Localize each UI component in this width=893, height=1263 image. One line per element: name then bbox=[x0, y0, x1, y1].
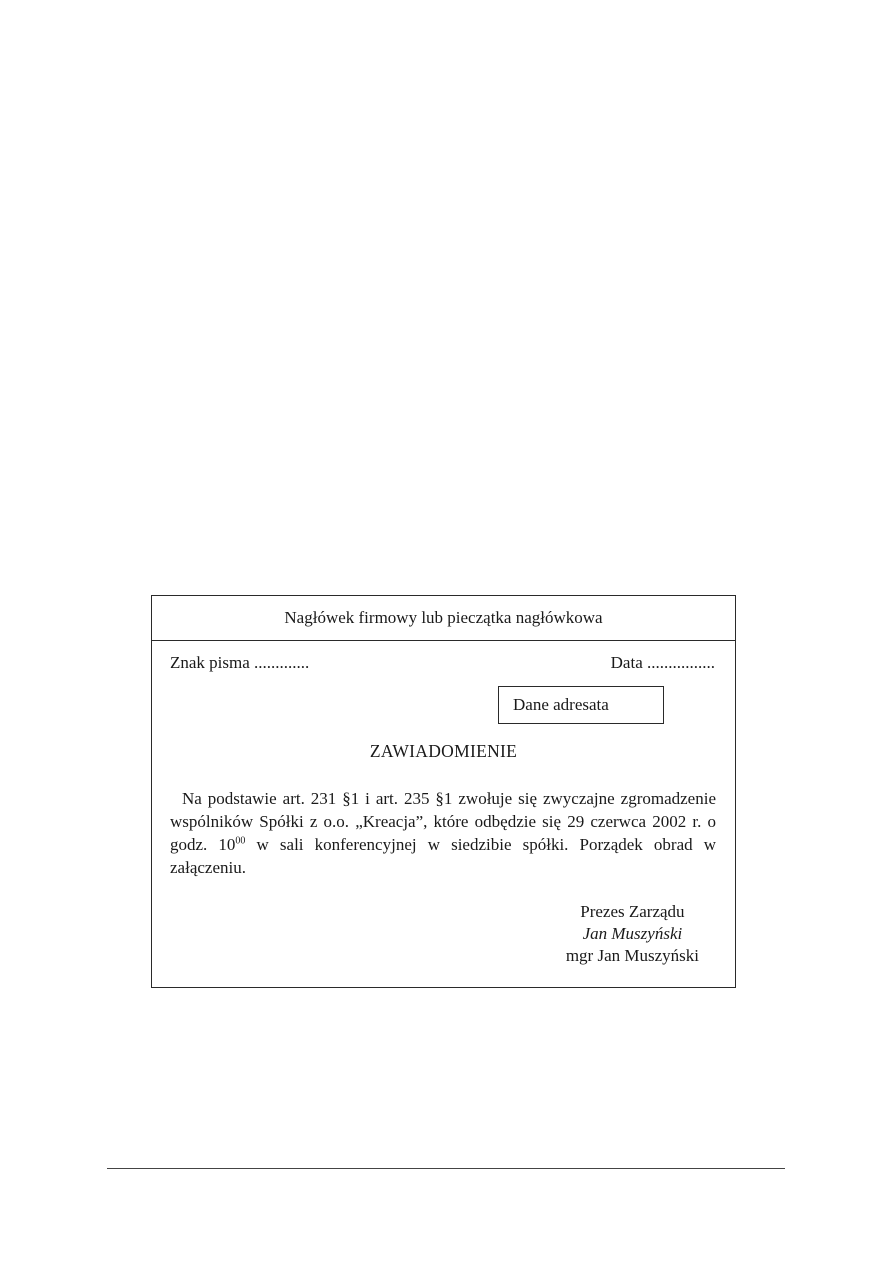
handwritten-signature: Jan Muszyński bbox=[582, 924, 683, 943]
signatory-name: mgr Jan Muszyński bbox=[565, 946, 699, 965]
body-paragraph bbox=[170, 787, 716, 879]
letter-body bbox=[170, 787, 716, 879]
letterhead: Nagłówek firmowy lub pieczątka nagłówkowa bbox=[152, 596, 735, 641]
body-text-part2: w sali konferencyjnej w siedzibie spółki. Porządek obrad w załączeniu. bbox=[170, 835, 717, 877]
signature-block bbox=[566, 901, 699, 967]
footer-divider bbox=[107, 1168, 785, 1169]
document-title: ZAWIADOMIENIE bbox=[369, 741, 518, 761]
letter-date: Data ................ bbox=[610, 653, 715, 672]
body-text-part1: Na podstawie art. 231 §1 i art. 235 §1 zwołuje się zwyczajne zgromadzenie wspólników Spółki z o.o. „Kreacja”, które odbędzie się 29 czerwca 2002 r. o godz. 10 bbox=[170, 789, 716, 854]
time-superscript: 00 bbox=[235, 835, 246, 847]
reference-number: Znak pisma ............. bbox=[170, 653, 310, 672]
signatory-role: Prezes Zarządu bbox=[580, 902, 685, 921]
notification-letter bbox=[151, 595, 736, 988]
addressee-box: Dane adresata bbox=[498, 686, 664, 724]
